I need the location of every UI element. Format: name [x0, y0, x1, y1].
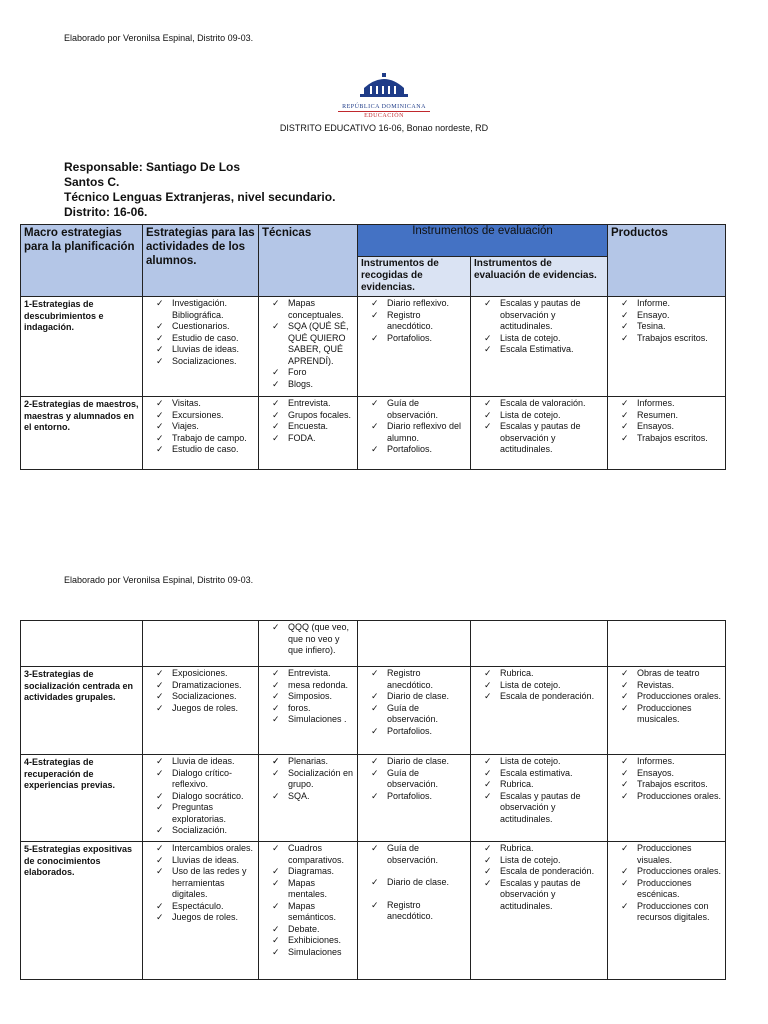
list-item: ✓ Informes. [611, 398, 722, 410]
table-row [21, 842, 726, 980]
list-item: ✓ FODA. [262, 433, 354, 445]
list-item: ✓ Mapas semánticos. [262, 901, 354, 924]
list-item: ✓ Espectáculo. [146, 901, 255, 913]
list-item: ✓ Mapas conceptuales. [262, 298, 354, 321]
list-item: ✓ Revistas. [611, 680, 722, 692]
list-item: ✓ Foro [262, 367, 354, 379]
cell-evaluacion [471, 667, 608, 755]
list-item: ✓ Obras de teatro [611, 668, 722, 680]
list-item: ✓ Escala estimativa. [474, 768, 604, 780]
list-item: ✓ Portafolios. [361, 791, 467, 803]
palace-logo-icon [326, 72, 442, 100]
cell-estrategias [143, 842, 259, 980]
list-item: ✓ Rubrica. [474, 843, 604, 855]
list-item: ✓ Blogs. [262, 379, 354, 391]
list-item: ✓ SQA. [262, 791, 354, 803]
responsable-line: Distrito: 16-06. [64, 205, 148, 219]
list-item: ✓ Guía de observación. [361, 768, 467, 791]
list-item: ✓ Encuesta. [262, 421, 354, 433]
list-item: ✓ Viajes. [146, 421, 255, 433]
cell-evaluacion [471, 621, 608, 667]
list-item: ✓ Rubrica. [474, 668, 604, 680]
list-item: ✓ Portafolios. [361, 333, 467, 345]
cell-productos [608, 755, 726, 842]
list-item: ✓ Producciones orales. [611, 691, 722, 703]
list-item: ✓ Producciones orales. [611, 866, 722, 878]
list-item: ✓ Mapas mentales. [262, 878, 354, 901]
row-macro-strategy: 5-Estrategias expositivas de conocimientos elaborados. [21, 842, 143, 980]
cell-estrategias [143, 755, 259, 842]
list-item: ✓ Juegos de roles. [146, 703, 255, 715]
table-row [21, 755, 726, 842]
header-productos: Productos [608, 225, 726, 297]
list-item: ✓ Socializaciones. [146, 356, 255, 368]
list-item: ✓ Producciones con recursos digitales. [611, 901, 722, 924]
list-item: ✓ Exposiciones. [146, 668, 255, 680]
list-item: ✓ Producciones visuales. [611, 843, 722, 866]
table-row [21, 621, 726, 667]
list-item: ✓ Investigación. Bibliográfica. [146, 298, 255, 321]
responsable-line: Responsable: Santiago De Los [64, 160, 241, 174]
list-item: ✓ Escala de ponderación. [474, 691, 604, 703]
list-item: ✓ Cuestionarios. [146, 321, 255, 333]
district-title: DISTRITO EDUCATIVO 16-06, Bonao nordeste, RD [279, 123, 489, 133]
list-item: ✓ Registro anecdótico. [361, 310, 467, 333]
list-item: ✓ Intercambios orales. [146, 843, 255, 855]
responsable-line: Técnico Lenguas Extranjeras, nivel secundario. [64, 190, 336, 204]
list-item: ✓ Registro anecdótico. [361, 900, 467, 923]
list-item: ✓ Visitas. [146, 398, 255, 410]
list-item: ✓ Resumen. [611, 410, 722, 422]
cell-tecnicas [259, 397, 358, 470]
cell-productos [608, 297, 726, 397]
cell-recogida [358, 842, 471, 980]
list-item: ✓ Guía de observación. [361, 703, 467, 726]
list-item: ✓ Escalas y pautas de observación y actitudinales. [474, 878, 604, 913]
list-item: ✓ Escala de ponderación. [474, 866, 604, 878]
list-item: ✓ Escalas y pautas de observación y actitudinales. [474, 298, 604, 333]
list-item: ✓ Escala de valoración. [474, 398, 604, 410]
list-item: ✓ Dramatizaciones. [146, 680, 255, 692]
cell-evaluacion [471, 755, 608, 842]
list-item: ✓ Ensayos. [611, 768, 722, 780]
row-macro-strategy [21, 621, 143, 667]
header-estrategias: Estrategias para las actividades de los alumnos. [143, 225, 259, 297]
cell-productos [608, 842, 726, 980]
strategies-table-page1 [20, 224, 726, 470]
list-item: ✓ Lluvia de ideas. [146, 756, 255, 768]
list-item: ✓ Lluvias de ideas. [146, 855, 255, 867]
list-item: ✓ Grupos focales. [262, 410, 354, 422]
header-evaluacion: Instrumentos de evaluación de evidencias. [471, 257, 608, 297]
list-item: ✓ Trabajos escritos. [611, 333, 722, 345]
responsable-line: Santos C. [64, 175, 120, 189]
row-macro-strategy: 1-Estrategias de descubrimientos e indagación. [21, 297, 143, 397]
cell-productos [608, 397, 726, 470]
list-item: ✓ Socializaciones. [146, 691, 255, 703]
ministry-logo [326, 72, 442, 119]
list-item: ✓ Escalas y pautas de observación y actitudinales. [474, 791, 604, 826]
row-macro-strategy: 3-Estrategias de socialización centrada en actividades grupales. [21, 667, 143, 755]
list-item: ✓ Dialogo socrático. [146, 791, 255, 803]
cell-estrategias [143, 667, 259, 755]
responsable-block [64, 160, 335, 220]
header-macro: Macro estrategias para la planificación [21, 225, 143, 297]
cell-tecnicas [259, 621, 358, 667]
list-item: ✓ Entrevista. [262, 398, 354, 410]
table-row [21, 297, 726, 397]
list-item: ✓ Lista de cotejo. [474, 680, 604, 692]
list-item: ✓ Entrevista. [262, 668, 354, 680]
list-item: ✓ Excursiones. [146, 410, 255, 422]
list-item: ✓ foros. [262, 703, 354, 715]
list-item: ✓ Diario reflexivo. [361, 298, 467, 310]
list-item: ✓ Diagramas. [262, 866, 354, 878]
author-note: Elaborado por Veronilsa Espinal, Distrito 09-03. [64, 33, 254, 43]
row-macro-strategy: 2-Estrategias de maestros, maestras y alumnados en el entorno. [21, 397, 143, 470]
list-item: ✓ Guía de observación. [361, 398, 467, 421]
list-item: ✓ Simulaciones [262, 947, 354, 959]
cell-tecnicas [259, 842, 358, 980]
list-item: ✓ Producciones orales. [611, 791, 722, 803]
cell-productos [608, 621, 726, 667]
cell-estrategias [143, 397, 259, 470]
header-tecnicas: Técnicas [259, 225, 358, 297]
header-recogida: Instrumentos de recogidas de evidencias. [358, 257, 471, 297]
cell-evaluacion [471, 397, 608, 470]
list-item: ✓ Producciones musicales. [611, 703, 722, 726]
table1-body [21, 297, 726, 470]
list-item: ✓ Plenarias. [262, 756, 354, 768]
list-item: ✓ Uso de las redes y herramientas digitales. [146, 866, 255, 901]
list-item: ✓ Informes. [611, 756, 722, 768]
list-item: ✓ Trabajo de campo. [146, 433, 255, 445]
list-item: ✓ Escalas y pautas de observación y actitudinales. [474, 421, 604, 456]
logo-divider [338, 111, 430, 112]
list-item: ✓ Portafolios. [361, 726, 467, 738]
list-item: ✓ Diario reflexivo del alumno. [361, 421, 467, 444]
list-item: ✓ Debate. [262, 924, 354, 936]
cell-tecnicas [259, 297, 358, 397]
list-item: ✓ SQA (QUÉ SÉ, QUÉ QUIERO SABER, QUÉ APRENDÍ). [262, 321, 354, 367]
table2-body [21, 621, 726, 980]
list-item: ✓ Dialogo crítico-reflexivo. [146, 768, 255, 791]
logo-line1: REPÚBLICA DOMINICANA [342, 104, 426, 110]
list-item: ✓ Diario de clase. [361, 756, 467, 768]
list-item: ✓ Diario de clase. [361, 877, 467, 889]
list-item: ✓ QQQ (que veo, que no veo y que infiero). [262, 622, 354, 657]
list-item: ✓ Lluvias de ideas. [146, 344, 255, 356]
list-item: ✓ Guía de observación. [361, 843, 467, 866]
list-item: ✓ Juegos de roles. [146, 912, 255, 924]
list-item: ✓ Lista de cotejo. [474, 333, 604, 345]
list-item: ✓ Lista de cotejo. [474, 410, 604, 422]
cell-recogida [358, 397, 471, 470]
list-item: ✓ Producciones escénicas. [611, 878, 722, 901]
logo-line2: EDUCACIÓN [364, 113, 404, 119]
list-item: ✓ Preguntas exploratorias. [146, 802, 255, 825]
cell-estrategias [143, 621, 259, 667]
table-row [21, 397, 726, 470]
table-row [21, 667, 726, 755]
cell-evaluacion [471, 297, 608, 397]
cell-recogida [358, 755, 471, 842]
list-item: ✓ Cuadros comparativos. [262, 843, 354, 866]
list-item: ✓ Trabajos escritos. [611, 779, 722, 791]
list-item: ✓ Escala Estimativa. [474, 344, 604, 356]
list-item: ✓ Estudio de caso. [146, 333, 255, 345]
row-macro-strategy: 4-Estrategias de recuperación de experiencias previas. [21, 755, 143, 842]
header-instrumentos: Instrumentos de evaluación [358, 225, 608, 257]
list-item: ✓ Socialización. [146, 825, 255, 837]
list-item: ✓ Ensayos. [611, 421, 722, 433]
list-item: ✓ Estudio de caso. [146, 444, 255, 456]
cell-tecnicas [259, 755, 358, 842]
cell-estrategias [143, 297, 259, 397]
strategies-table-page2 [20, 620, 726, 980]
list-item: ✓ Exhibiciones. [262, 935, 354, 947]
list-item: ✓ Rubrica. [474, 779, 604, 791]
cell-evaluacion [471, 842, 608, 980]
cell-recogida [358, 621, 471, 667]
list-item: ✓ Portafolios. [361, 444, 467, 456]
list-item: ✓ Tesina. [611, 321, 722, 333]
list-item: ✓ Lista de cotejo. [474, 855, 604, 867]
cell-recogida [358, 667, 471, 755]
list-item: ✓ Informe. [611, 298, 722, 310]
list-item: ✓ Registro anecdótico. [361, 668, 467, 691]
list-item: ✓ mesa redonda. [262, 680, 354, 692]
cell-tecnicas [259, 667, 358, 755]
list-item: ✓ Lista de cotejo. [474, 756, 604, 768]
list-item: ✓ Simposios. [262, 691, 354, 703]
list-item: ✓ Diario de clase. [361, 691, 467, 703]
list-item: ✓ Ensayo. [611, 310, 722, 322]
list-item: ✓ Socialización en grupo. [262, 768, 354, 791]
cell-productos [608, 667, 726, 755]
list-item: ✓ Trabajos escritos. [611, 433, 722, 445]
author-note-page2: Elaborado por Veronilsa Espinal, Distrito 09-03. [64, 575, 254, 585]
list-item: ✓ Simulaciones . [262, 714, 354, 726]
cell-recogida [358, 297, 471, 397]
